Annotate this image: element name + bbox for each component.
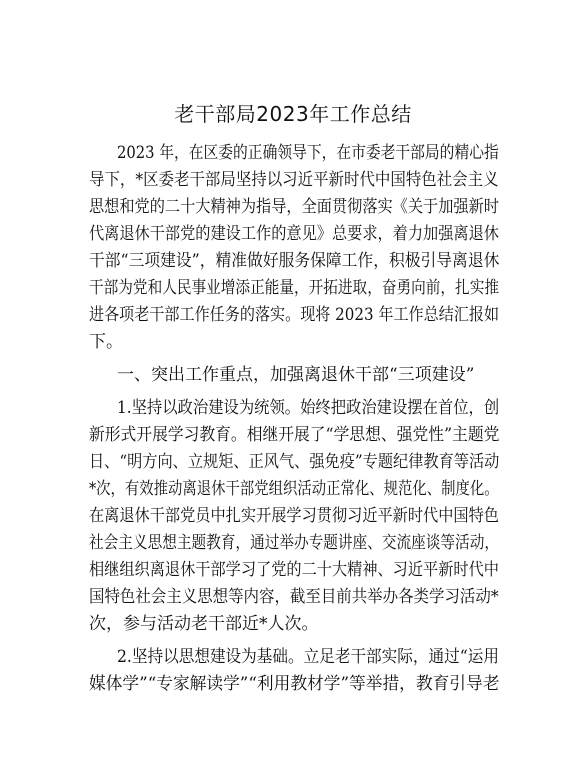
intro-line-8: 下。 [89,332,123,352]
para2-line-1: 2.坚持以思想建设为基础。立足老干部实际，通过“运用 [117,647,499,667]
intro-line-1: 2023 年，在区委的正确领导下，在市委老干部局的精心指 [117,143,499,163]
para1-line-6: 社会主义思想主题教育，通过举办专题讲座、交流座谈等活动， [89,533,499,553]
section1-heading: 一、突出工作重点，加强离退休干部“三项建设” [117,365,475,385]
document-title: 老干部局2023年工作总结 [174,102,412,126]
intro-line-2: 导下，*区委老干部局坚持以习近平新时代中国特色社会主义 [89,170,499,190]
intro-line-6: 干部为党和人民事业增添正能量，开拓进取，奋勇向前，扎实推 [89,278,499,298]
intro-line-4: 代离退休干部党的建设工作的意见》总要求，着力加强离退休 [89,224,499,244]
para1-line-3: 日、“明方向、立规矩、正风气、强免疫”专题纪律教育等活动 [89,452,500,472]
para1-line-9: 次，参与活动老干部近*人次。 [89,614,319,634]
para2-line-2: 媒体学”“专家解读学”“利用教材学”等举措，教育引导老 [89,674,500,694]
para1-line-5: 在离退休干部党员中扎实开展学习贯彻习近平新时代中国特色 [89,506,499,526]
para1-line-7: 相继组织离退休干部学习了党的二十大精神、习近平新时代中 [89,560,499,580]
intro-line-3: 思想和党的二十大精神为指导，全面贯彻落实《关于加强新时 [89,197,499,217]
intro-line-5: 干部“三项建设”，精准做好服务保障工作，积极引导离退休 [89,251,500,271]
para1-line-8: 国特色社会主义思想等内容，截至目前共举办各类学习活动* [89,587,499,607]
para1-line-4: *次，有效推动离退休干部党组织活动正常化、规范化、制度化。 [89,479,499,499]
para1-line-1: 1.坚持以政治建设为统领。始终把政治建设摆在首位，创 [117,398,500,418]
intro-line-7: 进各项老干部工作任务的落实。现将 2023 年工作总结汇报如 [89,305,500,325]
para1-line-2: 新形式开展学习教育。相继开展了“学思想、强党性”主题党 [89,425,500,445]
